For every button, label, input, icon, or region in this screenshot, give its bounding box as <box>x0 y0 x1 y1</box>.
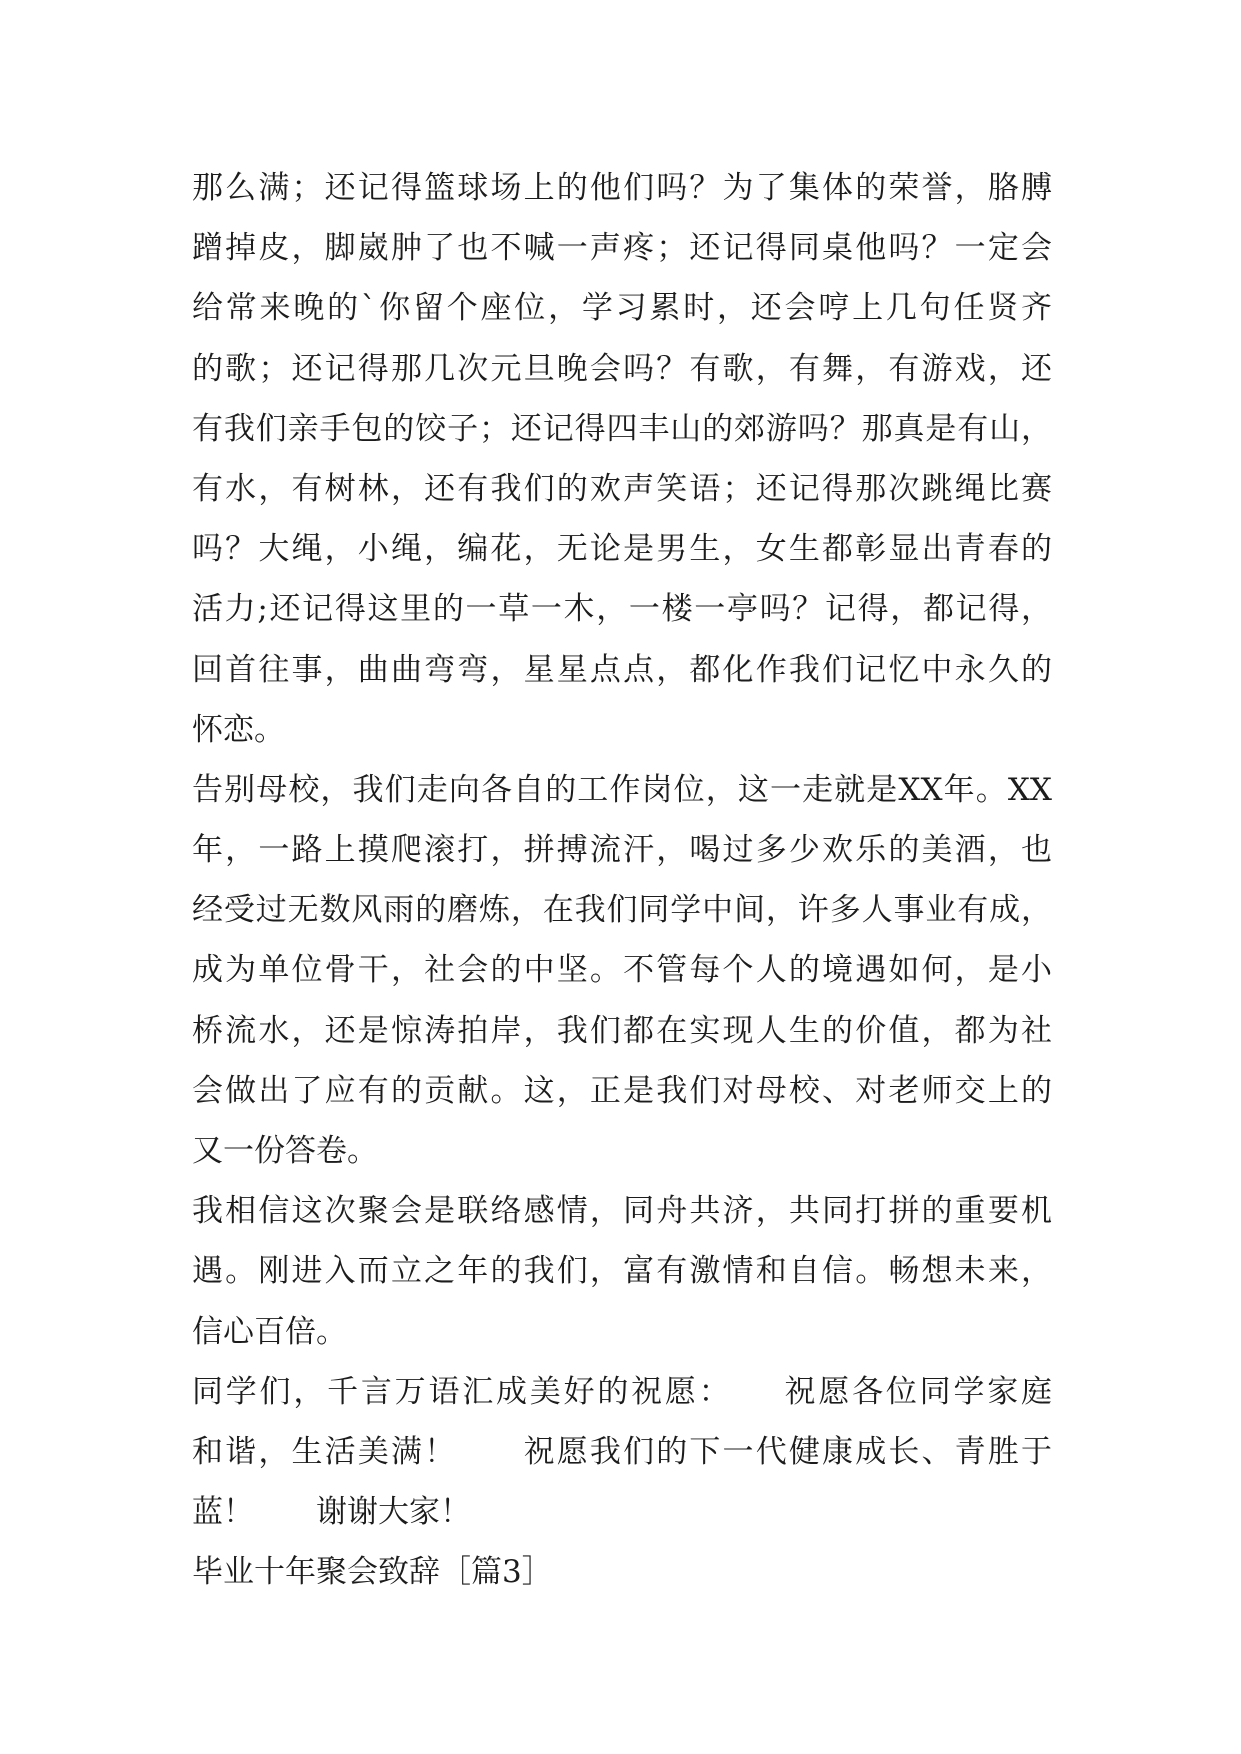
text-line: 又一份答卷。 <box>192 1133 378 1169</box>
text-line: 蓝！ 谢谢大家！ <box>192 1494 471 1531</box>
text-line: 有我们亲手包的饺子；还记得四丰山的郊游吗？那真是有山， <box>192 410 1052 447</box>
text-line: 同学们，千言万语汇成美好的祝愿： 祝愿各位同学家庭 <box>192 1373 1052 1410</box>
text-line: 蹭掉皮，脚崴肿了也不喊一声疼；还记得同桌他吗？一定会 <box>192 230 1052 267</box>
text-line: 给常来晚的`你留个座位，学习累时，还会哼上几句任贤齐 <box>192 290 1052 327</box>
speech-text <box>192 158 1052 1603</box>
text-line: 遇。刚进入而立之年的我们，富有激情和自信。畅想未来， <box>192 1253 1052 1290</box>
text-line: 活力;还记得这里的一草一木，一楼一亭吗？记得，都记得， <box>192 591 1052 628</box>
text-line: 怀恋。 <box>192 711 285 748</box>
text-line: 桥流水，还是惊涛拍岸，我们都在实现人生的价值，都为社 <box>192 1012 1052 1049</box>
text-line: 吗？大绳，小绳，编花，无论是男生，女生都彰显出青春的 <box>192 531 1052 568</box>
text-line: 那么满；还记得篮球场上的他们吗？为了集体的荣誉，胳膊 <box>192 170 1052 206</box>
text-line: 成为单位骨干，社会的中坚。不管每个人的境遇如何，是小 <box>192 952 1052 989</box>
text-line: 回首往事，曲曲弯弯，星星点点，都化作我们记忆中永久的 <box>192 651 1052 688</box>
text-line: 信心百倍。 <box>192 1313 347 1350</box>
section-heading: 毕业十年聚会致辞［篇3］ <box>192 1554 553 1591</box>
text-line: 年，一路上摸爬滚打，拼搏流汗，喝过多少欢乐的美酒，也 <box>192 832 1052 869</box>
text-line: 经受过无数风雨的磨炼，在我们同学中间，许多人事业有成， <box>192 892 1052 929</box>
text-line: 有水，有树林，还有我们的欢声笑语；还记得那次跳绳比赛 <box>192 470 1052 507</box>
text-line: 告别母校，我们走向各自的工作岗位，这一走就是XX年。XX <box>192 771 1052 808</box>
text-line: 我相信这次聚会是联络感情，同舟共济，共同打拼的重要机 <box>192 1193 1052 1230</box>
text-line: 会做出了应有的贡献。这，正是我们对母校、对老师交上的 <box>192 1072 1052 1109</box>
text-line: 的歌；还记得那几次元旦晚会吗？有歌，有舞，有游戏，还 <box>192 350 1052 387</box>
text-line: 和谐，生活美满！ 祝愿我们的下一代健康成长、青胜于 <box>192 1433 1052 1470</box>
